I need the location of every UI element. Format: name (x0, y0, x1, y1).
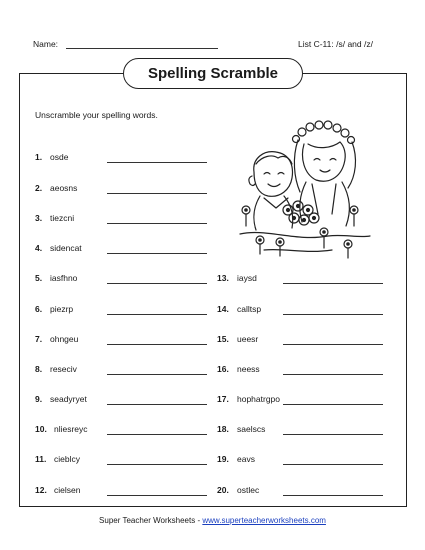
item-number: 4. (35, 243, 43, 253)
list-item (217, 334, 383, 346)
page-title: Spelling Scramble (147, 65, 279, 82)
item-number: 13. (217, 273, 229, 283)
list-item (217, 485, 383, 497)
scrambled-word: reseciv (50, 364, 77, 374)
list-item (217, 424, 383, 436)
item-number: 17. (217, 394, 229, 404)
scrambled-word: sidencat (50, 243, 82, 253)
item-number: 11. (35, 454, 47, 464)
answer-line[interactable] (107, 344, 207, 345)
scrambled-word: seadyryet (50, 394, 87, 404)
scrambled-word: hophatrgpo (237, 394, 281, 404)
footer-text: Super Teacher Worksheets - (99, 516, 203, 525)
item-number: 5. (35, 273, 43, 283)
answer-line[interactable] (107, 434, 207, 435)
scrambled-word: ostlec (237, 485, 260, 495)
item-number: 16. (217, 364, 229, 374)
answer-line[interactable] (107, 495, 207, 496)
answer-line[interactable] (107, 223, 207, 224)
children-flowers-illustration (236, 118, 374, 260)
scrambled-word: cieblcy (54, 454, 80, 464)
list-label: List C-11: /s/ and /z/ (298, 39, 373, 49)
item-number: 14. (217, 304, 229, 314)
item-number: 8. (35, 364, 43, 374)
list-item (217, 454, 383, 466)
list-item (35, 243, 207, 255)
answer-line[interactable] (283, 283, 383, 284)
answer-line[interactable] (283, 344, 383, 345)
name-field[interactable] (66, 48, 218, 49)
scrambled-word: iaysd (237, 273, 257, 283)
item-number: 3. (35, 213, 43, 223)
list-item (217, 273, 383, 285)
title-banner (123, 58, 303, 89)
scrambled-word: ohngeu (50, 334, 79, 344)
footer (0, 516, 425, 525)
list-item (35, 424, 207, 436)
answer-line[interactable] (107, 404, 207, 405)
answer-line[interactable] (283, 374, 383, 375)
scrambled-word: eavs (237, 454, 255, 464)
list-item (35, 304, 207, 316)
list-item (35, 273, 207, 285)
list-item (217, 364, 383, 376)
footer-link[interactable]: www.superteacherworksheets.com (202, 516, 326, 525)
scrambled-word: saelscs (237, 424, 266, 434)
item-number: 19. (217, 454, 229, 464)
item-number: 12. (35, 485, 47, 495)
list-item (35, 364, 207, 376)
scrambled-word: calltsp (237, 304, 262, 314)
answer-line[interactable] (283, 464, 383, 465)
list-item (217, 394, 383, 406)
instructions: Unscramble your spelling words. (35, 110, 158, 120)
list-item (35, 213, 207, 225)
item-number: 9. (35, 394, 43, 404)
answer-line[interactable] (283, 434, 383, 435)
item-number: 20. (217, 485, 229, 495)
scrambled-word: aeosns (50, 183, 78, 193)
scrambled-word: tiezcni (50, 213, 75, 223)
answer-line[interactable] (283, 314, 383, 315)
item-number: 18. (217, 424, 229, 434)
item-number: 6. (35, 304, 43, 314)
answer-line[interactable] (283, 495, 383, 496)
answer-line[interactable] (107, 314, 207, 315)
item-number: 15. (217, 334, 229, 344)
answer-line[interactable] (107, 253, 207, 254)
scrambled-word: neess (237, 364, 260, 374)
answer-line[interactable] (107, 193, 207, 194)
answer-line[interactable] (107, 374, 207, 375)
answer-line[interactable] (283, 404, 383, 405)
list-item (35, 485, 207, 497)
name-label: Name: (33, 39, 59, 49)
item-number: 1. (35, 152, 43, 162)
answer-line[interactable] (107, 464, 207, 465)
scrambled-word: osde (50, 152, 69, 162)
item-number: 7. (35, 334, 43, 344)
scrambled-word: cielsen (54, 485, 81, 495)
list-item (35, 394, 207, 406)
scrambled-word: piezrp (50, 304, 74, 314)
answer-line[interactable] (107, 283, 207, 284)
item-number: 10. (35, 424, 47, 434)
list-item (35, 454, 207, 466)
list-item (217, 304, 383, 316)
scrambled-word: ueesr (237, 334, 259, 344)
answer-line[interactable] (107, 162, 207, 163)
item-number: 2. (35, 183, 43, 193)
list-item (35, 334, 207, 346)
list-item (35, 183, 207, 195)
list-item (35, 152, 207, 164)
scrambled-word: iasfhno (50, 273, 78, 283)
scrambled-word: nliesreyc (54, 424, 88, 434)
